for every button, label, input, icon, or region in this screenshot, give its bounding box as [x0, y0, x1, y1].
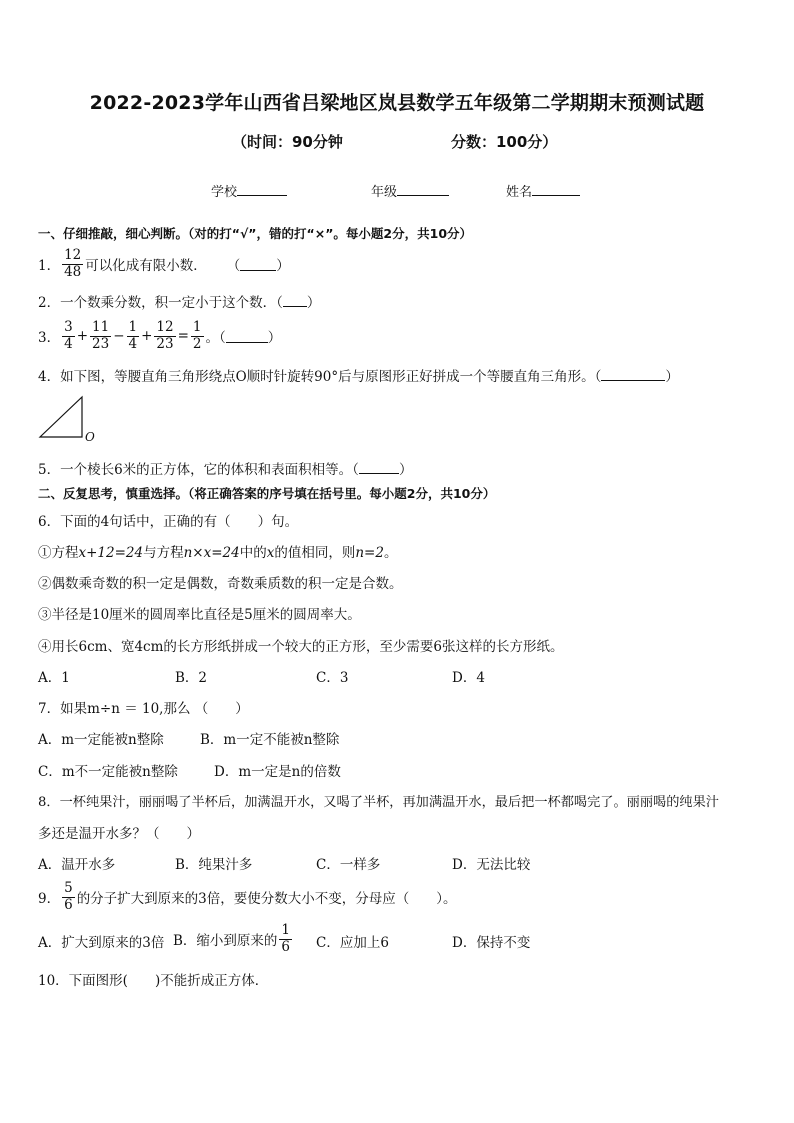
- q3-f5-num: 1: [192, 318, 202, 335]
- q6-s1-equation-2: n×x=24: [183, 545, 240, 561]
- q3-f5-den: 2: [192, 335, 202, 352]
- q8-stem-line-2: 多还是温开水多？（ ）: [38, 826, 200, 842]
- q6-s1-e: 。: [383, 545, 398, 561]
- q2-paren-close: ）: [306, 295, 321, 311]
- name-label: 姓名: [506, 185, 533, 200]
- q6-s1-equation-1: x+12=24: [78, 545, 144, 561]
- q9-option-d[interactable]: D．保持不变: [452, 935, 531, 951]
- q8-option-d[interactable]: D．无法比较: [452, 857, 531, 873]
- q4-text: 4．如下图，等腰直角三角形绕点O顺时针旋转90°后与原图形正好拼成一个等腰直角三角形。（: [38, 369, 602, 385]
- q3-f3-num: 1: [128, 318, 138, 335]
- q7-stem: 7．如果m÷n ＝ 10,那么 （ ）: [38, 701, 249, 717]
- q6-s1-b: 与方程: [143, 545, 184, 561]
- q6-option-c[interactable]: C．3: [316, 670, 349, 686]
- q3-f3-den: 4: [128, 335, 138, 352]
- q3-op-1: +: [76, 328, 88, 344]
- question-1: [38, 244, 290, 284]
- q5-answer-blank[interactable]: [359, 460, 399, 474]
- q8-option-a[interactable]: A．温开水多: [38, 857, 116, 873]
- triangle-shape: [40, 397, 82, 437]
- q1-fraction: [62, 248, 83, 280]
- school-label: 学校: [211, 185, 238, 200]
- q3-fraction-1: [62, 320, 75, 352]
- q3-f1-den: 4: [64, 335, 73, 352]
- grade-blank[interactable]: [397, 183, 449, 196]
- question-9: [38, 877, 457, 917]
- q8-stem-line-1: 8．一杯纯果汁，丽丽喝了半杯后，加满温开水，又喝了半杯，再加满温开水，最后把一杯都喝完了。丽丽喝的纯果汁: [38, 795, 719, 810]
- grade-field: [371, 181, 449, 200]
- q6-s1-c: 中的: [239, 545, 267, 561]
- q9-option-c[interactable]: C．应加上6: [316, 935, 389, 951]
- q6-s1-var: x: [266, 545, 275, 561]
- q9-text: 的分子扩大到原来的3倍，要使分数大小不变，分母应（ ）。: [76, 891, 457, 907]
- q9-frac-numerator: 5: [64, 879, 73, 896]
- q7-option-d[interactable]: D．m一定是n的倍数: [214, 764, 341, 780]
- section2-heading: 二、反复思考，慎重选择。（将正确答案的序号填在括号里。每小题2分，共10分）: [38, 486, 496, 501]
- score-info: 分数：100分）: [451, 133, 558, 151]
- q9-frac-denominator: 6: [64, 896, 73, 913]
- question-4: [38, 365, 679, 385]
- q3-op-3: +: [141, 328, 153, 344]
- q3-fraction-5: [191, 320, 204, 352]
- q6-statement-1: [38, 541, 397, 561]
- q5-text: 5．一个棱长6米的正方体，它的体积和表面积相等。（: [38, 462, 359, 478]
- q7-option-a[interactable]: A．m一定能被n整除: [38, 732, 164, 748]
- name-blank[interactable]: [532, 183, 580, 196]
- q4-paren-close: ）: [665, 369, 679, 385]
- q1-paren-close: ）: [276, 258, 290, 274]
- q9-fraction: [62, 881, 75, 913]
- isosceles-right-triangle-figure: [36, 392, 106, 444]
- q3-f2-den: 23: [92, 335, 110, 352]
- q1-paren-open: （: [226, 258, 241, 274]
- q9-option-b-text: B．缩小到原来的: [173, 933, 278, 949]
- q3-answer-blank[interactable]: [226, 329, 268, 343]
- q3-fraction-3: [127, 320, 140, 352]
- q8-option-b[interactable]: B．纯果汁多: [175, 857, 253, 873]
- q1-text: 可以化成有限小数．: [85, 258, 207, 274]
- q9-optb-den: 6: [281, 938, 291, 955]
- q2-text: 2．一个数乘分数，积一定小于这个数．（: [38, 295, 283, 311]
- question-5: [38, 458, 412, 478]
- q9-option-b[interactable]: [173, 919, 294, 959]
- q5-paren-close: ）: [398, 462, 413, 478]
- q1-frac-numerator: 12: [64, 246, 82, 263]
- q6-s1-mark: ①: [38, 545, 52, 561]
- q7-option-c[interactable]: C．m不一定能被n整除: [38, 764, 178, 780]
- q3-fraction-2: [90, 320, 111, 352]
- school-blank[interactable]: [237, 183, 287, 196]
- q6-s1-a: 方程: [51, 545, 79, 561]
- q6-option-a[interactable]: A．1: [38, 670, 70, 686]
- q7-option-b[interactable]: B．m一定不能被n整除: [200, 732, 340, 748]
- q6-option-d[interactable]: D．4: [452, 670, 485, 686]
- q6-statement-3: ③半径是10厘米的圆周率比直径是5厘米的圆周率大。: [38, 607, 361, 623]
- q3-op-2: −: [113, 328, 125, 344]
- q2-answer-blank[interactable]: [283, 293, 307, 307]
- q6-option-b[interactable]: B．2: [175, 670, 208, 686]
- q3-number: 3．: [38, 330, 61, 346]
- section1-heading: 一、仔细推敲，细心判断。（对的打“√”，错的打“×”。每小题2分，共10分）: [38, 226, 473, 241]
- q3-equals: =: [177, 328, 189, 344]
- question-3: [38, 316, 281, 356]
- q3-paren-close: ）: [267, 330, 282, 346]
- q6-statement-2: ②偶数乘奇数的积一定是偶数，奇数乘质数的积一定是合数。: [38, 576, 403, 592]
- school-field: [211, 181, 287, 200]
- q3-f1-num: 3: [64, 318, 73, 335]
- time-info: （时间：90分钟: [232, 133, 343, 151]
- question-2: [38, 291, 320, 311]
- q3-fraction-4: [154, 320, 175, 352]
- q3-f2-num: 11: [92, 318, 110, 335]
- q3-f4-num: 12: [156, 318, 174, 335]
- q3-f4-den: 23: [156, 335, 174, 352]
- q1-number: 1．: [38, 258, 61, 274]
- q4-answer-blank[interactable]: [601, 367, 665, 381]
- grade-label: 年级: [371, 185, 398, 200]
- name-field: [506, 181, 580, 200]
- q9-optb-num: 1: [281, 921, 291, 938]
- q6-s1-equation-3: n=2: [355, 545, 384, 561]
- q6-statement-4: ④用长6cm、宽4cm的长方形纸拼成一个较大的正方形，至少需要6张这样的长方形纸。: [38, 639, 564, 655]
- q9-option-b-fraction: [279, 923, 292, 955]
- q9-option-a[interactable]: A．扩大到原来的3倍: [38, 935, 165, 951]
- q9-number: 9．: [38, 891, 61, 907]
- q10-stem: 10．下面图形( )不能折成正方体．: [38, 973, 269, 989]
- q1-answer-blank[interactable]: [240, 257, 276, 271]
- q6-stem: 6．下面的4句话中，正确的有（ ）句。: [38, 514, 299, 530]
- q8-option-c[interactable]: C．一样多: [316, 857, 381, 873]
- q1-frac-denominator: 48: [64, 263, 82, 280]
- q3-tail: 。（: [205, 330, 226, 346]
- page-title: 2022-2023学年山西省吕梁地区岚县数学五年级第二学期期末预测试题: [89, 92, 705, 114]
- point-o-label: O: [85, 430, 95, 444]
- q6-s1-d: 的值相同，则: [274, 545, 356, 561]
